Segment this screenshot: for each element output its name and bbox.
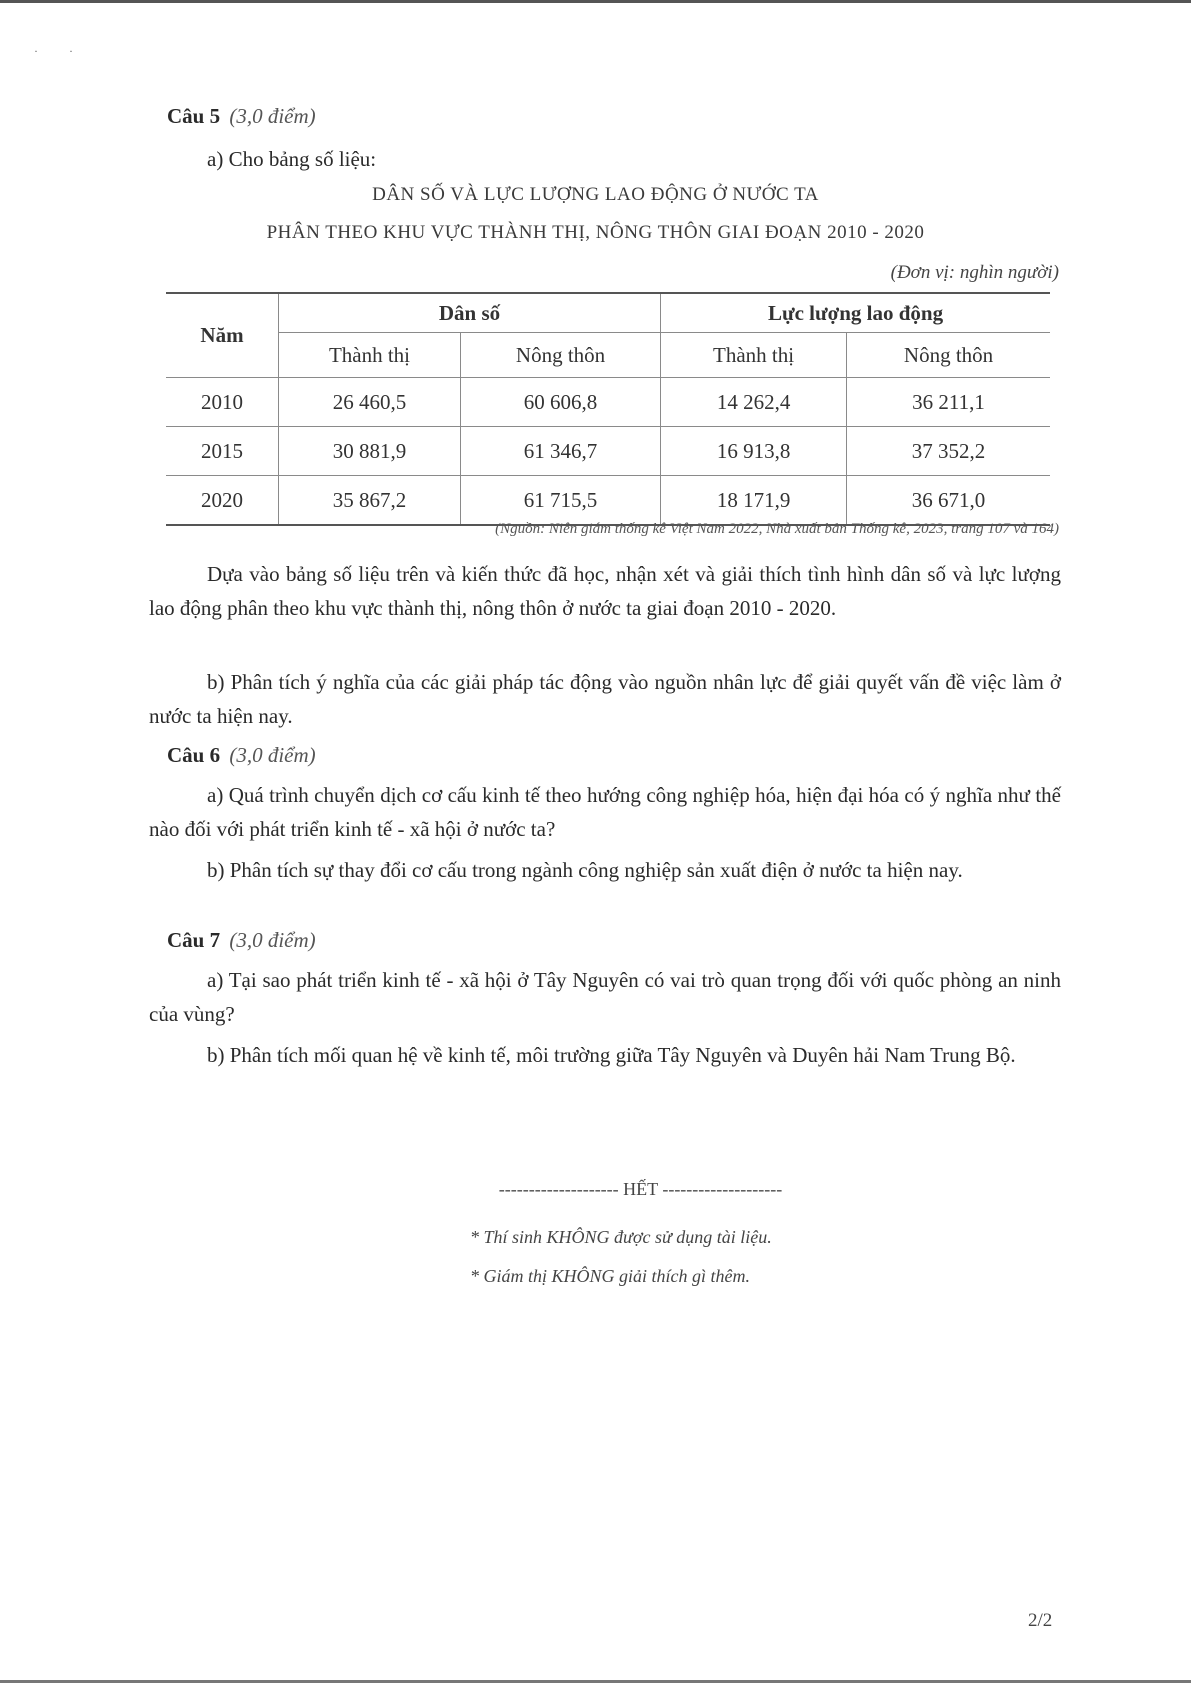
table-cell: 36 671,0 [847,476,1050,526]
table-title-line-2: PHÂN THEO KHU VỰC THÀNH THỊ, NÔNG THÔN GIAI ĐOẠN 2010 - 2020 [266,222,925,243]
question-6b: b) Phân tích sự thay đổi cơ cấu trong ngành công nghiệp sản xuất điện ở nước ta hiện nay. [207,858,963,882]
candidate-note: * Thí sinh KHÔNG được sử dụng tài liệu. [470,1227,772,1247]
question-7-points: (3,0 điểm) [229,928,316,952]
question-5a-intro: a) Cho bảng số liệu: [207,147,377,171]
question-6a: a) Quá trình chuyển dịch cơ cấu kinh tế theo hướng công nghiệp hóa, hiện đại hóa có ý nghĩa như thế nào đối với phát triển kinh tế - xã hội ở nước ta? [149,783,1061,841]
year-header: Năm [166,293,279,378]
table-cell-year: 2015 [166,427,279,476]
table-row [166,476,1050,526]
question-5b: b) Phân tích ý nghĩa của các giải pháp tác động vào nguồn nhân lực để giải quyết vấn đề việc làm ở nước ta hiện nay. [149,670,1061,728]
page-number: 2/2 [1028,1610,1053,1631]
table-cell: 14 262,4 [661,378,847,427]
sub-header-rural-labor: Nông thôn [847,333,1050,378]
table-cell: 18 171,9 [661,476,847,526]
table-source-note: (Nguồn: Niên giám thống kê Việt Nam 2022, Nhà xuất bản Thống kê, 2023, trang 107 và 164) [495,521,1059,537]
population-group-header: Dân số [279,293,661,333]
question-5-number: Câu 5 [167,104,221,128]
scan-specks: · · [34,44,87,58]
sub-header-rural-population: Nông thôn [460,333,660,378]
table-cell: 36 211,1 [847,378,1050,427]
table-row [166,378,1050,427]
table-cell: 35 867,2 [279,476,461,526]
table-row [166,427,1050,476]
labor-group-header: Lực lượng lao động [661,293,1050,333]
sub-header-urban-labor: Thành thị [661,333,847,378]
bottom-scan-edge [0,1680,1191,1683]
question-6-heading [167,743,316,768]
table-cell: 61 715,5 [460,476,660,526]
question-6-points: (3,0 điểm) [229,743,316,767]
table-cell: 61 346,7 [460,427,660,476]
table-cell: 30 881,9 [279,427,461,476]
question-6-number: Câu 6 [167,743,221,767]
question-7b: b) Phân tích mối quan hệ về kinh tế, môi trường giữa Tây Nguyên và Duyên hải Nam Trung Bộ. [207,1043,1016,1067]
question-5-points: (3,0 điểm) [229,104,316,128]
table-cell: 60 606,8 [460,378,660,427]
question-5a-task: Dựa vào bảng số liệu trên và kiến thức đã học, nhận xét và giải thích tình hình dân số và lực lượng lao động phân theo khu vực thành thị, nông thôn ở nước ta giai đoạn 2010 - 2020. [149,562,1061,620]
question-7a: a) Tại sao phát triển kinh tế - xã hội ở Tây Nguyên có vai trò quan trọng đối với quốc phòng an ninh của vùng? [149,968,1061,1026]
question-7-number: Câu 7 [167,928,221,952]
table-cell-year: 2020 [166,476,279,526]
table-cell: 37 352,2 [847,427,1050,476]
table-cell-year: 2010 [166,378,279,427]
table-unit-note: (Đơn vị: nghìn người) [890,262,1059,283]
table-cell: 16 913,8 [661,427,847,476]
sub-header-urban-population: Thành thị [279,333,461,378]
question-5-heading [167,104,316,129]
question-7-heading [167,928,316,953]
top-scan-edge [0,0,1191,3]
invigilator-note: * Giám thị KHÔNG giải thích gì thêm. [470,1266,750,1286]
population-labor-table [166,292,1050,526]
end-of-exam-marker: -------------------- HẾT -------------------- [498,1179,783,1199]
table-title-line-1: DÂN SỐ VÀ LỰC LƯỢNG LAO ĐỘNG Ở NƯỚC TA [372,184,819,205]
table-cell: 26 460,5 [279,378,461,427]
